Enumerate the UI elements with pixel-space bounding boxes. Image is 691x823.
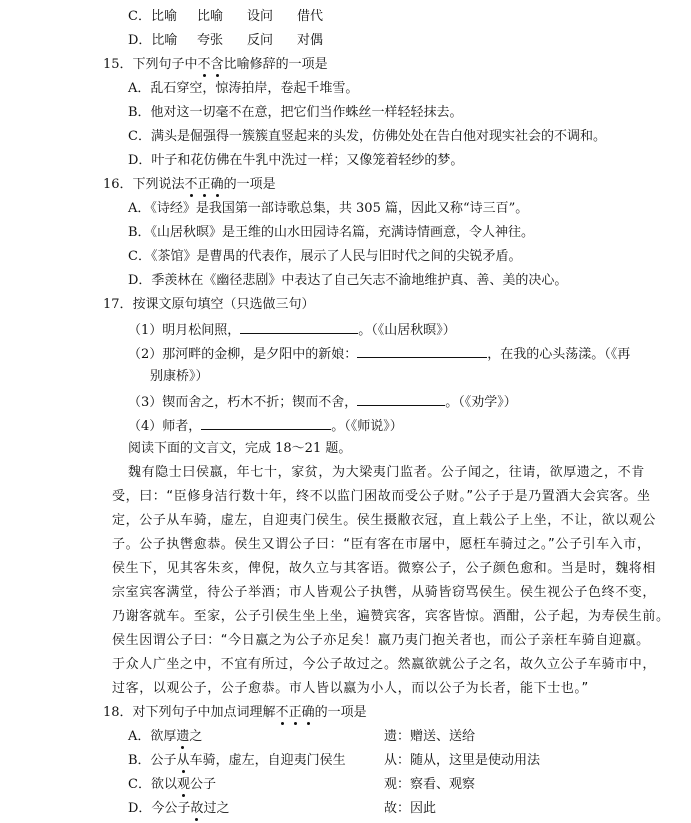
q17-item-2: （2）那河畔的金柳，是夕阳中的新娘： ，在我的心头荡漾。（《再 [128, 347, 631, 362]
q15-option-b: B．他对这一切毫不在意，把它们当作蛛丝一样轻轻抹去。 [128, 105, 463, 120]
q18-option-c: C．欲以观公子 [128, 777, 216, 792]
question-17-stem: 17．按课文原句填空（只选做三句） [103, 297, 315, 312]
passage-line: 过客，以观公子，公子愈恭。市人皆以嬴为小人，而以公子为长者，能下士也。” [112, 681, 589, 696]
answer-blank[interactable] [240, 321, 358, 334]
passage-line: 于众人广坐之中，不宜有所过，今公子故过之。然嬴欲就公子之名，故久立公子车骑市中， [112, 657, 657, 672]
passage-line: 受，曰：“臣修身洁行数十年，终不以监门困故而受公子财。”公子于是乃置酒大会宾客。坐 [112, 489, 651, 504]
q18-option-d: D．今公子故过之 [128, 801, 230, 816]
q18-option-a: A．欲厚遗之 [128, 729, 203, 744]
q15-option-a: A．乱石穿空，惊涛拍岸，卷起千堆雪。 [128, 81, 359, 96]
q17-item-2-cont: 别康桥》） [150, 369, 209, 384]
q18-option-c-meaning: 观：察看、观察 [384, 777, 476, 792]
answer-blank[interactable] [357, 393, 445, 406]
q18-option-b-meaning: 从：随从，这里是使动用法 [384, 753, 541, 768]
reading-intro: 阅读下面的文言文，完成 18～21 题。 [128, 441, 352, 456]
q18-option-b: B．公子从车骑，虚左，自迎夷门侯生 [128, 753, 346, 768]
passage-line: 宗室宾客满堂，待公子举酒；市人皆观公子执辔，从骑皆窃骂侯生。侯生视公子色终不变， [112, 585, 657, 600]
q17-item-3: （3）锲而舍之，朽木不折；锲而不舍， 。（《劝学》） [128, 395, 517, 410]
q17-item-1: （1）明月松间照， 。（《山居秋暝》） [128, 323, 456, 338]
q16-option-a: A．《诗经》是我国第一部诗歌总集，共 305 篇，因此又称“诗三百”。 [128, 201, 529, 216]
q16-option-b: B．《山居秋暝》是王维的山水田园诗名篇，充满诗情画意，令人神往。 [128, 225, 535, 240]
q14-option-c: C．比喻 比喻 设问 借代 [128, 9, 324, 24]
q17-item-4: （4）师者， 。（《师说》） [128, 419, 403, 434]
q18-option-a-meaning: 遗：赠送、送给 [384, 729, 476, 744]
question-18-stem: 18．对下列句子中加点词理解不正确的一项是 [103, 705, 367, 720]
question-16-stem: 16．下列说法不正确的一项是 [103, 177, 276, 192]
passage-line: 侯生因谓公子曰：“今日嬴之为公子亦足矣！嬴乃夷门抱关者也，而公子亲枉车骑自迎嬴。 [112, 633, 650, 648]
q15-option-c: C．满头是倔强得一簇簇直竖起来的头发，仿佛处处在告白他对现实社会的不调和。 [128, 129, 606, 144]
q16-option-c: C．《茶馆》是曹禺的代表作，展示了人民与旧时代之间的尖锐矛盾。 [128, 249, 522, 264]
passage-line: 侯生下，见其客朱亥，俾倪，故久立与其客语。微察公子，公子颜色愈和。当是时，魏将相 [112, 561, 657, 576]
q18-option-d-meaning: 故：因此 [384, 801, 437, 816]
q14-option-d: D．比喻 夸张 反问 对偶 [128, 33, 324, 48]
q16-option-d: D．季羡林在《幽径悲剧》中表达了自己矢志不渝地维护真、善、美的决心。 [128, 273, 568, 288]
passage-line: 魏有隐士曰侯嬴，年七十，家贫，为大梁夷门监者。公子闻之，往请，欲厚遗之，不肯 [128, 465, 645, 480]
passage-line: 子。公子执辔愈恭。侯生又谓公子曰：“臣有客在市屠中，愿枉车骑过之。”公子引车入市， [112, 537, 651, 552]
passage-line: 乃谢客就车。至家，公子引侯生坐上坐，遍赞宾客，宾客皆惊。酒酣，公子起，为寿侯生前。 [112, 609, 670, 624]
passage-line: 定，公子从车骑，虚左，自迎夷门侯生。侯生摄敝衣冠，直上载公子上坐，不让，欲以观公 [112, 513, 657, 528]
answer-blank[interactable] [357, 345, 487, 358]
q15-option-d: D．叶子和花仿佛在牛乳中洗过一样；又像笼着轻纱的梦。 [128, 153, 464, 168]
answer-blank[interactable] [201, 417, 331, 430]
question-15-stem: 15．下列句子中不含比喻修辞的一项是 [103, 57, 328, 72]
